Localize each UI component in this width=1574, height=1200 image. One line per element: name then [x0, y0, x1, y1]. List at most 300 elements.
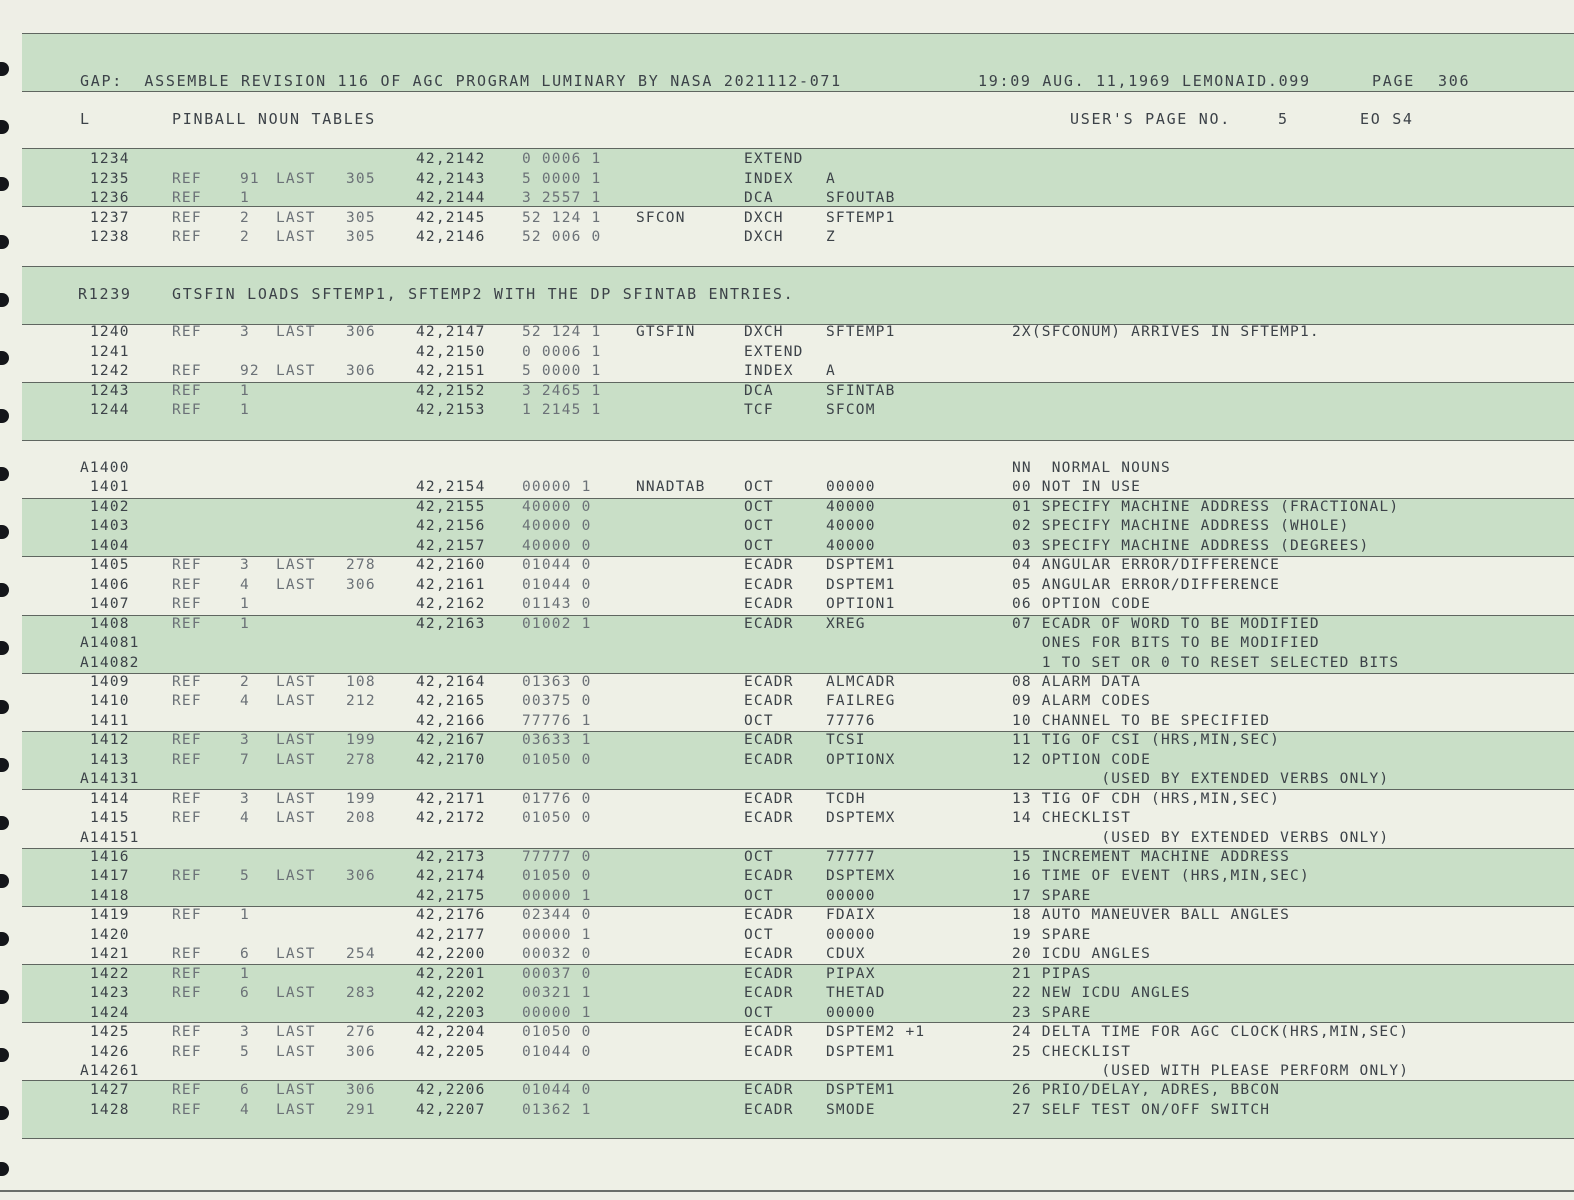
listing-ref-keyword: REF [172, 966, 202, 982]
listing-comment: 15 INCREMENT MACHINE ADDRESS [1012, 849, 1291, 865]
listing-address: 42,2163 [416, 616, 486, 632]
listing-operand: SFTEMP1 [826, 210, 896, 226]
listing-line-number: 1401 [90, 479, 130, 495]
listing-comment: 16 TIME OF EVENT (HRS,MIN,SEC) [1012, 868, 1310, 884]
listing-ref-count: 5 [240, 1044, 250, 1060]
listing-opcode: OCT [744, 849, 774, 865]
listing-octal-word: 02344 0 [522, 907, 592, 923]
listing-comment: 08 ALARM DATA [1012, 674, 1142, 690]
listing-last-page: 276 [346, 1024, 376, 1040]
band-rule [22, 91, 1574, 92]
listing-line-number: 1234 [90, 151, 130, 167]
listing-comment: 24 DELTA TIME FOR AGC CLOCK(HRS,MIN,SEC) [1012, 1024, 1410, 1040]
listing-line-number: 1236 [90, 190, 130, 206]
header-timestamp: 19:09 AUG. 11,1969 [978, 72, 1172, 90]
listing-opcode: DXCH [744, 210, 784, 226]
listing-line-number: 1238 [90, 229, 130, 245]
listing-line-number: A1400 [80, 460, 130, 476]
listing-line-number: 1426 [90, 1044, 130, 1060]
listing-comment: 13 TIG OF CDH (HRS,MIN,SEC) [1012, 791, 1281, 807]
listing-operand: 77776 [826, 713, 876, 729]
punch-hole [0, 62, 9, 76]
listing-ref-count: 3 [240, 791, 250, 807]
listing-ref-keyword: REF [172, 732, 202, 748]
listing-line-number: 1427 [90, 1082, 130, 1098]
listing-opcode: ECADR [744, 791, 794, 807]
listing-last-keyword: LAST [276, 693, 316, 709]
listing-line-number: 1414 [90, 791, 130, 807]
listing-ref-count: 4 [240, 577, 250, 593]
band-rule [22, 789, 1574, 790]
listing-address: 42,2164 [416, 674, 486, 690]
listing-last-keyword: LAST [276, 577, 316, 593]
listing-address: 42,2207 [416, 1102, 486, 1118]
listing-address: 42,2157 [416, 538, 486, 554]
listing-octal-word: 01044 0 [522, 1044, 592, 1060]
green-band [22, 964, 1574, 1022]
remark-text: GTSFIN LOADS SFTEMP1, SFTEMP2 WITH THE DP SFINTAB ENTRIES. [172, 285, 795, 303]
listing-ref-count: 3 [240, 1024, 250, 1040]
listing-line-number: 1235 [90, 171, 130, 187]
listing-ref-count: 2 [240, 210, 250, 226]
listing-address: 42,2204 [416, 1024, 486, 1040]
band-rule [22, 848, 1574, 849]
listing-opcode: OCT [744, 713, 774, 729]
listing-address: 42,2165 [416, 693, 486, 709]
listing-octal-word: 1 2145 1 [522, 402, 602, 418]
listing-last-page: 291 [346, 1102, 376, 1118]
listing-octal-word: 00000 1 [522, 927, 592, 943]
band-rule [22, 964, 1574, 965]
listing-operand: DSPTEM1 [826, 577, 896, 593]
listing-comment: 11 TIG OF CSI (HRS,MIN,SEC) [1012, 732, 1281, 748]
band-rule [22, 1080, 1574, 1081]
listing-opcode: DXCH [744, 229, 784, 245]
listing-last-keyword: LAST [276, 171, 316, 187]
listing-ref-keyword: REF [172, 171, 202, 187]
listing-comment: 22 NEW ICDU ANGLES [1012, 985, 1191, 1001]
punch-hole [0, 1106, 9, 1120]
punch-hole [0, 583, 9, 597]
listing-octal-word: 01044 0 [522, 557, 592, 573]
listing-address: 42,2205 [416, 1044, 486, 1060]
listing-ref-count: 6 [240, 985, 250, 1001]
listing-comment: 00 NOT IN USE [1012, 479, 1142, 495]
listing-ref-keyword: REF [172, 810, 202, 826]
listing-comment: 18 AUTO MANEUVER BALL ANGLES [1012, 907, 1291, 923]
listing-ref-keyword: REF [172, 557, 202, 573]
listing-comment: 04 ANGULAR ERROR/DIFFERENCE [1012, 557, 1281, 573]
listing-operand: A [826, 171, 836, 187]
listing-line-number: 1404 [90, 538, 130, 554]
band-rule [22, 324, 1574, 325]
punch-hole [0, 177, 9, 191]
punch-hole [0, 235, 9, 249]
listing-address: 42,2156 [416, 518, 486, 534]
listing-ref-count: 92 [240, 363, 260, 379]
listing-comment: 14 CHECKLIST [1012, 810, 1132, 826]
listing-octal-word: 01050 0 [522, 810, 592, 826]
listing-operand: SFINTAB [826, 383, 896, 399]
listing-operand: TCDH [826, 791, 866, 807]
listing-operand: Z [826, 229, 836, 245]
listing-line-number: 1403 [90, 518, 130, 534]
listing-line-number: 1244 [90, 402, 130, 418]
punch-hole [0, 351, 9, 365]
listing-line-number: 1241 [90, 344, 130, 360]
listing-comment: (USED BY EXTENDED VERBS ONLY) [1012, 771, 1390, 787]
listing-operand: ALMCADR [826, 674, 896, 690]
listing-ref-keyword: REF [172, 616, 202, 632]
band-rule [22, 33, 1574, 34]
listing-operand: SFTEMP1 [826, 324, 896, 340]
listing-opcode: ECADR [744, 616, 794, 632]
listing-line-number: A14131 [80, 771, 140, 787]
listing-opcode: ECADR [744, 732, 794, 748]
listing-address: 42,2146 [416, 229, 486, 245]
eo-code: EO S4 [1360, 110, 1414, 128]
listing-address: 42,2171 [416, 791, 486, 807]
listing-operand: 40000 [826, 538, 876, 554]
listing-line-number: A14261 [80, 1063, 140, 1079]
listing-operand: OPTION1 [826, 596, 896, 612]
listing-octal-word: 40000 0 [522, 518, 592, 534]
listing-operand: 00000 [826, 927, 876, 943]
listing-octal-word: 3 2557 1 [522, 190, 602, 206]
listing-last-keyword: LAST [276, 791, 316, 807]
listing-symbol-label: SFCON [636, 210, 686, 226]
listing-address: 42,2201 [416, 966, 486, 982]
listing-address: 42,2161 [416, 577, 486, 593]
band-rule [22, 440, 1574, 441]
listing-operand: SFCOM [826, 402, 876, 418]
listing-ref-count: 1 [240, 383, 250, 399]
listing-operand: DSPTEM1 [826, 1044, 896, 1060]
listing-comment: 05 ANGULAR ERROR/DIFFERENCE [1012, 577, 1281, 593]
listing-opcode: ECADR [744, 966, 794, 982]
listing-line-number: 1413 [90, 752, 130, 768]
listing-comment: 1 TO SET OR 0 TO RESET SELECTED BITS [1012, 655, 1400, 671]
listing-address: 42,2155 [416, 499, 486, 515]
listing-last-keyword: LAST [276, 229, 316, 245]
band-rule [22, 266, 1574, 267]
listing-address: 42,2160 [416, 557, 486, 573]
section-title: PINBALL NOUN TABLES [172, 110, 376, 128]
listing-ref-keyword: REF [172, 190, 202, 206]
listing-operand: A [826, 363, 836, 379]
listing-operand: SMODE [826, 1102, 876, 1118]
listing-address: 42,2202 [416, 985, 486, 1001]
listing-ref-count: 2 [240, 674, 250, 690]
listing-line-number: 1422 [90, 966, 130, 982]
listing-ref-keyword: REF [172, 693, 202, 709]
listing-octal-word: 01363 0 [522, 674, 592, 690]
listing-line-number: 1428 [90, 1102, 130, 1118]
listing-ref-count: 1 [240, 616, 250, 632]
listing-opcode: OCT [744, 1005, 774, 1021]
listing-ref-keyword: REF [172, 210, 202, 226]
listing-ref-count: 1 [240, 402, 250, 418]
listing-last-keyword: LAST [276, 810, 316, 826]
listing-address: 42,2172 [416, 810, 486, 826]
listing-last-keyword: LAST [276, 946, 316, 962]
listing-last-page: 306 [346, 577, 376, 593]
listing-opcode: OCT [744, 538, 774, 554]
listing-operand: CDUX [826, 946, 866, 962]
listing-line-number: A14082 [80, 655, 140, 671]
listing-line-number: 1415 [90, 810, 130, 826]
listing-ref-keyword: REF [172, 985, 202, 1001]
listing-last-page: 108 [346, 674, 376, 690]
page-top-margin [0, 0, 1574, 30]
listing-comment: 09 ALARM CODES [1012, 693, 1152, 709]
listing-opcode: ECADR [744, 907, 794, 923]
listing-ref-count: 6 [240, 1082, 250, 1098]
band-rule [22, 148, 1574, 149]
listing-operand: DSPTEM2 +1 [826, 1024, 926, 1040]
listing-ref-count: 6 [240, 946, 250, 962]
listing-opcode: EXTEND [744, 151, 804, 167]
listing-operand: DSPTEM1 [826, 557, 896, 573]
listing-address: 42,2145 [416, 210, 486, 226]
listing-comment: 2X(SFCONUM) ARRIVES IN SFTEMP1. [1012, 324, 1320, 340]
listing-opcode: INDEX [744, 363, 794, 379]
listing-address: 42,2143 [416, 171, 486, 187]
listing-address: 42,2154 [416, 479, 486, 495]
band-rule [22, 615, 1574, 616]
listing-line-number: 1407 [90, 596, 130, 612]
band-rule [22, 906, 1574, 907]
listing-operand: DSPTEM1 [826, 1082, 896, 1098]
listing-octal-word: 40000 0 [522, 499, 592, 515]
listing-opcode: ECADR [744, 868, 794, 884]
listing-operand: TCSI [826, 732, 866, 748]
listing-ref-keyword: REF [172, 363, 202, 379]
punch-hole [0, 758, 9, 772]
listing-ref-keyword: REF [172, 383, 202, 399]
punch-hole [0, 1048, 9, 1062]
listing-line-number: 1409 [90, 674, 130, 690]
listing-line-number: 1402 [90, 499, 130, 515]
listing-symbol-label: GTSFIN [636, 324, 696, 340]
listing-ref-count: 1 [240, 966, 250, 982]
listing-ref-keyword: REF [172, 946, 202, 962]
listing-last-page: 278 [346, 752, 376, 768]
listing-octal-word: 40000 0 [522, 538, 592, 554]
listing-line-number: 1416 [90, 849, 130, 865]
listing-address: 42,2150 [416, 344, 486, 360]
listing-opcode: DXCH [744, 324, 784, 340]
band-rule [22, 1022, 1574, 1023]
listing-line-number: 1243 [90, 383, 130, 399]
punch-hole [0, 816, 9, 830]
listing-comment: 03 SPECIFY MACHINE ADDRESS (DEGREES) [1012, 538, 1370, 554]
listing-operand: 00000 [826, 888, 876, 904]
listing-last-page: 306 [346, 868, 376, 884]
header-page-number: 306 [1438, 72, 1471, 90]
header-title: GAP: ASSEMBLE REVISION 116 OF AGC PROGRAM LUMINARY BY NASA 2021112-071 [80, 72, 842, 90]
listing-ref-count: 91 [240, 171, 260, 187]
green-band [22, 1080, 1574, 1138]
listing-last-page: 199 [346, 732, 376, 748]
listing-opcode: ECADR [744, 810, 794, 826]
header-page-label: PAGE [1372, 72, 1415, 90]
listing-line-number: 1419 [90, 907, 130, 923]
band-rule [22, 556, 1574, 557]
listing-symbol-label: NNADTAB [636, 479, 706, 495]
listing-ref-count: 5 [240, 868, 250, 884]
listing-address: 42,2175 [416, 888, 486, 904]
listing-opcode: OCT [744, 927, 774, 943]
listing-line-number: 1417 [90, 868, 130, 884]
header-file: LEMONAID.099 [1182, 72, 1311, 90]
listing-ref-keyword: REF [172, 868, 202, 884]
band-rule [22, 673, 1574, 674]
listing-address: 42,2206 [416, 1082, 486, 1098]
listing-address: 42,2147 [416, 324, 486, 340]
listing-ref-count: 4 [240, 810, 250, 826]
listing-line-number: 1406 [90, 577, 130, 593]
listing-ref-keyword: REF [172, 402, 202, 418]
listing-last-page: 306 [346, 324, 376, 340]
listing-last-keyword: LAST [276, 1102, 316, 1118]
listing-operand: 77777 [826, 849, 876, 865]
listing-octal-word: 52 124 1 [522, 324, 602, 340]
listing-ref-count: 3 [240, 732, 250, 748]
listing-octal-word: 01044 0 [522, 1082, 592, 1098]
listing-ref-count: 3 [240, 557, 250, 573]
listing-opcode: ECADR [744, 596, 794, 612]
listing-line-number: 1408 [90, 616, 130, 632]
listing-ref-keyword: REF [172, 674, 202, 690]
listing-line-number: 1421 [90, 946, 130, 962]
listing-octal-word: 0 0006 1 [522, 344, 602, 360]
listing-octal-word: 52 006 0 [522, 229, 602, 245]
listing-line-number: 1425 [90, 1024, 130, 1040]
listing-last-keyword: LAST [276, 868, 316, 884]
listing-last-keyword: LAST [276, 985, 316, 1001]
listing-comment: 12 OPTION CODE [1012, 752, 1152, 768]
listing-octal-word: 77776 1 [522, 713, 592, 729]
listing-operand: PIPAX [826, 966, 876, 982]
listing-octal-word: 00375 0 [522, 693, 592, 709]
listing-octal-word: 00032 0 [522, 946, 592, 962]
listing-ref-count: 7 [240, 752, 250, 768]
listing-operand: DSPTEMX [826, 810, 896, 826]
punch-hole [0, 874, 9, 888]
listing-address: 42,2170 [416, 752, 486, 768]
listing-address: 42,2166 [416, 713, 486, 729]
listing-opcode: TCF [744, 402, 774, 418]
subheader-mode: L [80, 110, 91, 128]
listing-ref-keyword: REF [172, 791, 202, 807]
listing-address: 42,2151 [416, 363, 486, 379]
listing-line-number: 1410 [90, 693, 130, 709]
users-page-label: USER'S PAGE NO. [1070, 110, 1231, 128]
band-rule [22, 206, 1574, 207]
listing-opcode: ECADR [744, 1102, 794, 1118]
listing-ref-keyword: REF [172, 596, 202, 612]
band-rule [22, 731, 1574, 732]
listing-last-page: 306 [346, 1082, 376, 1098]
listing-opcode: ECADR [744, 1024, 794, 1040]
listing-opcode: ECADR [744, 985, 794, 1001]
listing-octal-word: 01044 0 [522, 577, 592, 593]
listing-line-number: 1237 [90, 210, 130, 226]
listing-comment: 06 OPTION CODE [1012, 596, 1152, 612]
punch-hole [0, 700, 9, 714]
listing-line-number: 1405 [90, 557, 130, 573]
listing-operand: DSPTEMX [826, 868, 896, 884]
listing-operand: 40000 [826, 499, 876, 515]
listing-last-page: 306 [346, 363, 376, 379]
punch-hole [0, 293, 9, 307]
listing-octal-word: 00321 1 [522, 985, 592, 1001]
listing-last-keyword: LAST [276, 363, 316, 379]
listing-last-page: 199 [346, 791, 376, 807]
listing-octal-word: 01050 0 [522, 868, 592, 884]
listing-ref-keyword: REF [172, 1102, 202, 1118]
listing-opcode: ECADR [744, 946, 794, 962]
listing-last-page: 305 [346, 210, 376, 226]
listing-ref-keyword: REF [172, 907, 202, 923]
listing-last-keyword: LAST [276, 557, 316, 573]
listing-opcode: OCT [744, 888, 774, 904]
punch-hole [0, 990, 9, 1004]
listing-ref-count: 3 [240, 324, 250, 340]
listing-octal-word: 0 0006 1 [522, 151, 602, 167]
listing-last-keyword: LAST [276, 732, 316, 748]
punch-hole [0, 932, 9, 946]
listing-line-number: 1424 [90, 1005, 130, 1021]
punch-hole [0, 1162, 9, 1176]
listing-ref-keyword: REF [172, 229, 202, 245]
listing-line-number: A14151 [80, 830, 140, 846]
listing-operand: FDAIX [826, 907, 876, 923]
punch-hole [0, 641, 9, 655]
listing-ref-count: 1 [240, 190, 250, 206]
listing-opcode: OCT [744, 499, 774, 515]
listing-opcode: ECADR [744, 693, 794, 709]
listing-address: 42,2152 [416, 383, 486, 399]
users-page-number: 5 [1278, 110, 1289, 128]
listing-address: 42,2153 [416, 402, 486, 418]
listing-last-page: 305 [346, 229, 376, 245]
listing-opcode: ECADR [744, 577, 794, 593]
listing-ref-count: 4 [240, 693, 250, 709]
listing-address: 42,2144 [416, 190, 486, 206]
listing-last-keyword: LAST [276, 1044, 316, 1060]
listing-opcode: INDEX [744, 171, 794, 187]
listing-last-page: 278 [346, 557, 376, 573]
listing-ref-keyword: REF [172, 1044, 202, 1060]
listing-address: 42,2167 [416, 732, 486, 748]
listing-operand: 00000 [826, 479, 876, 495]
listing-octal-word: 52 124 1 [522, 210, 602, 226]
listing-line-number: 1420 [90, 927, 130, 943]
listing-opcode: ECADR [744, 1082, 794, 1098]
listing-last-keyword: LAST [276, 210, 316, 226]
green-band [22, 848, 1574, 906]
listing-octal-word: 01143 0 [522, 596, 592, 612]
band-rule [22, 382, 1574, 383]
listing-comment: (USED WITH PLEASE PERFORM ONLY) [1012, 1063, 1410, 1079]
listing-last-keyword: LAST [276, 1082, 316, 1098]
punch-hole [0, 467, 9, 481]
listing-ref-keyword: REF [172, 1082, 202, 1098]
listing-opcode: OCT [744, 479, 774, 495]
listing-octal-word: 01362 1 [522, 1102, 592, 1118]
